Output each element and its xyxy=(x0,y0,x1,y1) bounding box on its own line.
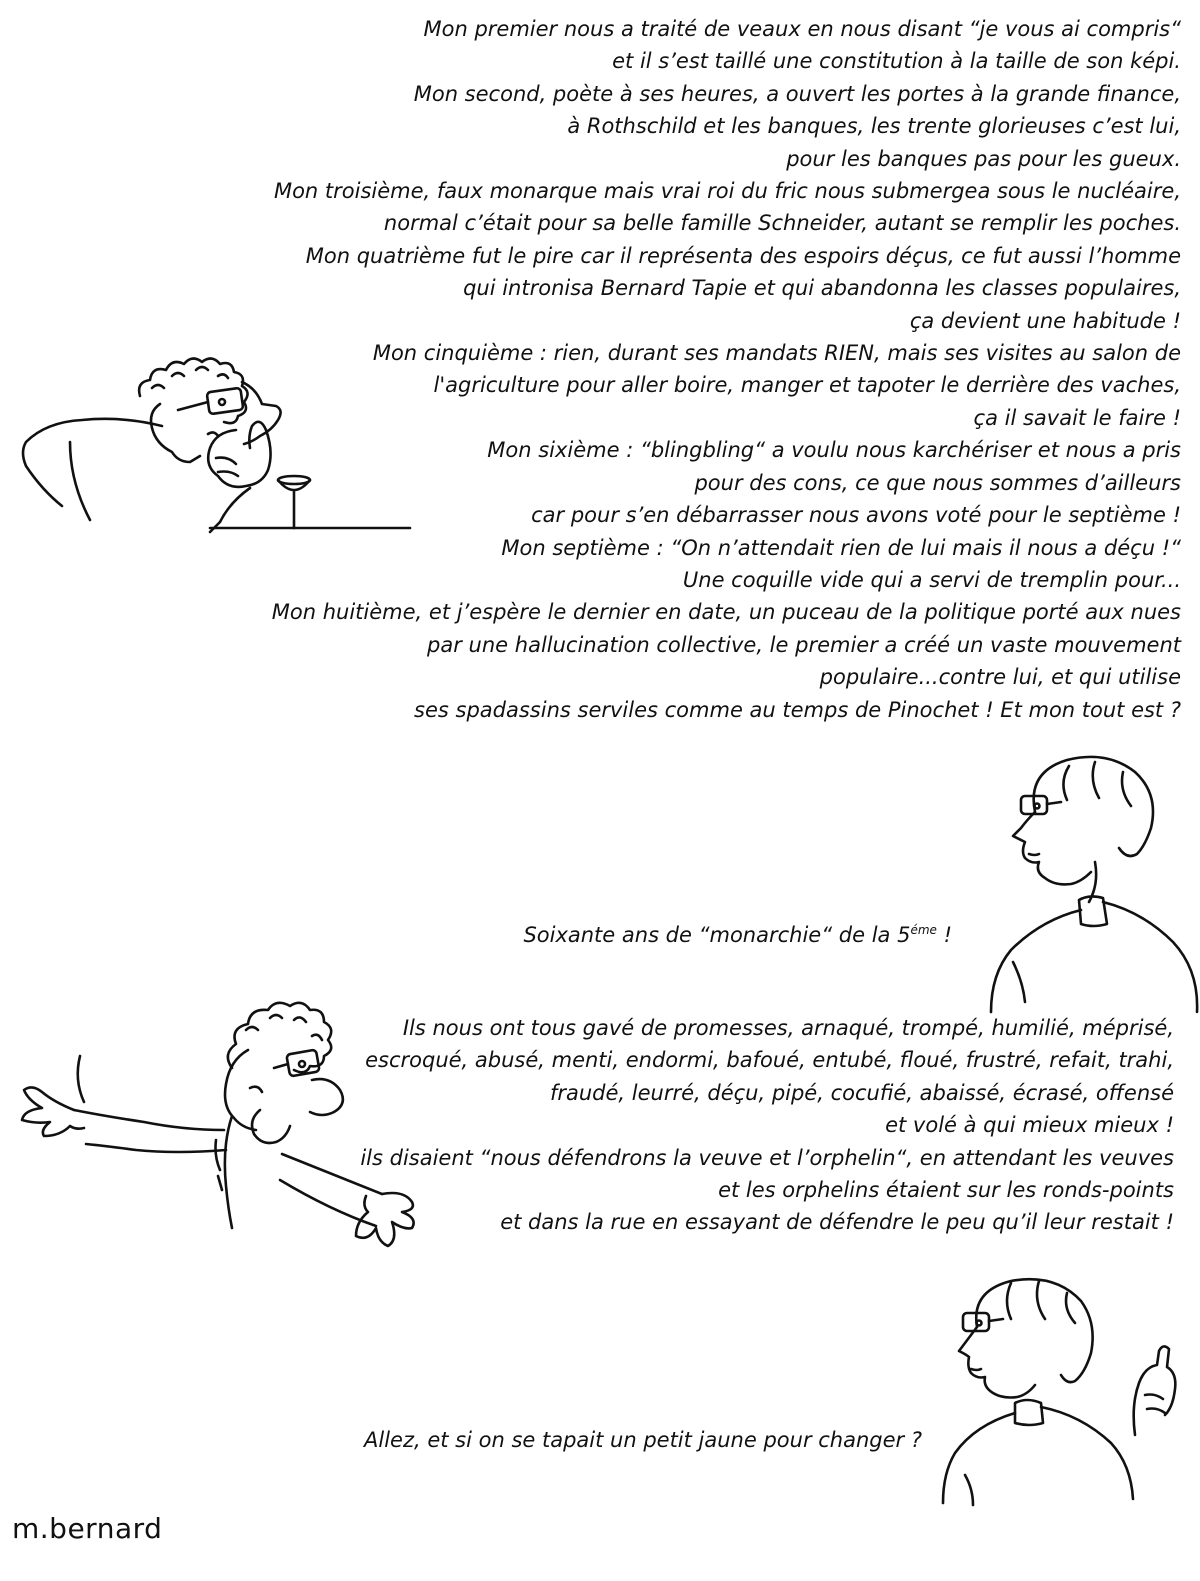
complaint-line: ils disaient “nous défendrons la veuve et l’orphelin“, en attendant les veuves xyxy=(360,1145,1174,1170)
poem-line: et il s’est taillé une constitution à la taille de son képi. xyxy=(612,49,1181,74)
poem-line: qui intronisa Bernard Tapie et qui abandonna les classes populaires, xyxy=(463,276,1181,301)
poem-line: ça devient une habitude ! xyxy=(909,308,1181,333)
body-outline xyxy=(23,419,162,506)
complaint-line: escroqué, abusé, menti, endormi, bafoué, entubé, floué, frustré, refait, trahi, xyxy=(365,1048,1174,1073)
left-hand xyxy=(22,1087,84,1136)
hair-curls xyxy=(139,358,247,423)
poem-line: ses spadassins serviles comme au temps de Pinochet ! Et mon tout est ? xyxy=(414,697,1181,722)
big-nose xyxy=(310,1079,343,1115)
thinking-hand xyxy=(208,422,270,487)
poem-line: pour des cons, ce que nous sommes d’ailleurs xyxy=(694,470,1181,495)
face xyxy=(959,1327,1035,1398)
poem-line: par une hallucination collective, le premier a créé un vaste mouvement xyxy=(427,632,1181,657)
poem-line: car pour s’en débarrasser nous avons voté pour le septième ! xyxy=(531,503,1181,528)
face-profile xyxy=(151,404,200,462)
poem-line: pour les banques pas pour les gueux. xyxy=(786,146,1181,171)
poem-line: Mon septième : “On n’attendait rien de lui mais il nous a déçu !“ xyxy=(501,535,1181,560)
poem-line: normal c’était pour sa belle famille Schneider, autant se remplir les poches. xyxy=(383,211,1181,236)
man-with-glass-drawing xyxy=(12,318,422,548)
superscript-eme: éme xyxy=(910,923,937,937)
body xyxy=(991,902,1197,1012)
body-outline xyxy=(225,1116,232,1228)
complaint-line: fraudé, leurré, déçu, pipé, cocufié, abaissé, écrasé, offensé xyxy=(549,1080,1174,1105)
complaint-line: et volé à qui mieux mieux ! xyxy=(885,1113,1174,1138)
complaint-line: Ils nous ont tous gavé de promesses, arnaqué, trompé, humilié, méprisé, xyxy=(402,1016,1174,1040)
poem-line: populaire...contre lui, et qui utilise xyxy=(819,665,1181,690)
poem-line: Mon premier nous a traité de veaux en nous disant “je vous ai compris“ xyxy=(423,17,1181,41)
poem-line: Mon huitième, et j’espère le dernier en date, un puceau de la politique porté aux nues xyxy=(271,600,1181,625)
poem-line: Mon second, poète à ses heures, a ouvert les portes à la grande finance, xyxy=(413,81,1181,106)
poem-line: Mon troisième, faux monarque mais vrai roi du fric nous submergea sous le nucléaire, xyxy=(273,179,1181,204)
complaint-line: et dans la rue en essayant de défendre le peu qu’il leur restait ! xyxy=(500,1210,1174,1235)
poem-line: Mon cinquième : rien, durant ses mandats RIEN, mais ses visites au salon de xyxy=(372,341,1181,366)
poem-line: ça il savait le faire ! xyxy=(973,405,1181,430)
hair xyxy=(976,1279,1092,1382)
wine-glass xyxy=(278,476,310,484)
artist-signature: m.bernard xyxy=(12,1512,163,1545)
poem-line: Mon sixième : “blingbling“ a voulu nous karchériser et nous a pris xyxy=(487,438,1181,463)
poem-line: Mon quatrième fut le pire car il représenta des espoirs déçus, ce fut aussi l’homme xyxy=(305,243,1181,268)
caption-petit-jaune: Allez, et si on se tapait un petit jaune pour changer ? xyxy=(364,1428,922,1452)
poem-line: Une coquille vide qui a servi de tremplin pour... xyxy=(682,567,1181,592)
pointing-hand xyxy=(1134,1346,1176,1435)
poem-line: à Rothschild et les banques, les trente glorieuses c’est lui, xyxy=(567,114,1181,139)
open-mouth xyxy=(252,1110,290,1143)
complaint-line: et les orphelins étaient sur les ronds-points xyxy=(718,1178,1174,1203)
collar xyxy=(1015,1400,1043,1425)
woman-listening-drawing xyxy=(985,752,1200,1012)
face xyxy=(1013,812,1091,884)
complaint-text xyxy=(360,1012,1174,1239)
woman-pointing-drawing xyxy=(935,1275,1195,1515)
hair-curls xyxy=(228,1003,331,1072)
poem-line: l'agriculture pour aller boire, manger et tapoter le derrière des vaches, xyxy=(433,373,1181,398)
caption-monarchie: Soixante ans de “monarchie“ de la $5^{éme}$ ! xyxy=(523,923,952,947)
